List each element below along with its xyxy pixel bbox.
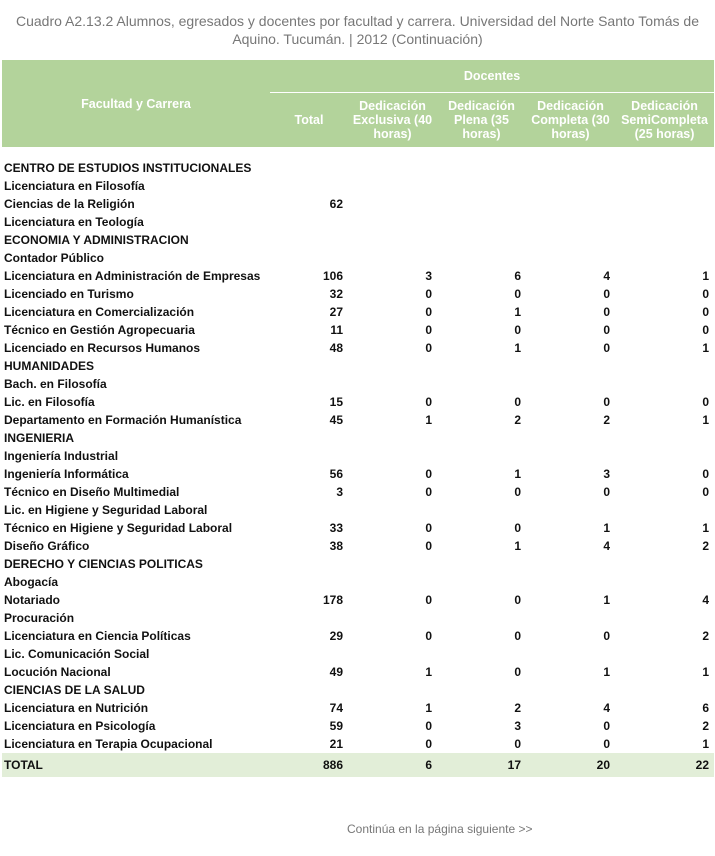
cell-completa [526, 681, 615, 699]
table-row [2, 663, 714, 681]
table-row [2, 465, 714, 483]
cell-plena: 1 [514, 467, 521, 481]
cell-total: 45 [329, 413, 343, 427]
cell-plena: 0 [514, 521, 521, 535]
cell-semi [615, 249, 714, 267]
cell-total: 48 [329, 341, 343, 355]
cell-total: 33 [329, 521, 343, 535]
cell-total [270, 213, 348, 231]
cell-total [270, 609, 348, 627]
cell-semi [615, 159, 714, 177]
cell-plena: 0 [514, 485, 521, 499]
row-label: Departamento en Formación Humanística [4, 413, 242, 427]
cell-exclusiva [348, 213, 437, 231]
cell-semi: 1 [702, 737, 710, 751]
table-row [2, 555, 714, 573]
cell-exclusiva: 0 [425, 467, 432, 481]
cell-semi: 1 [702, 665, 710, 679]
cell-plena [437, 159, 526, 177]
cell-completa: 1 [603, 521, 610, 535]
cell-exclusiva: 1 [425, 413, 432, 427]
row-label: Lic. Comunicación Social [4, 647, 150, 661]
cell-exclusiva [348, 357, 437, 375]
table-row [2, 321, 714, 339]
row-label: Locución Nacional [4, 665, 111, 679]
cell-completa: 0 [603, 737, 610, 751]
table-row [2, 393, 714, 411]
table-row [2, 735, 714, 753]
cell-semi: 1 [702, 521, 710, 535]
row-label: Ingeniería Informática [4, 467, 129, 481]
cell-semi [615, 213, 714, 231]
cell-completa: 0 [603, 287, 610, 301]
cell-plena [437, 645, 526, 663]
cell-exclusiva: 1 [425, 665, 432, 679]
cell-semi [615, 357, 714, 375]
cell-completa [526, 213, 615, 231]
cell-completa: 4 [603, 701, 610, 715]
total-total: 886 [270, 753, 348, 777]
cell-exclusiva [348, 231, 437, 249]
cell-completa: 2 [603, 413, 610, 427]
cell-exclusiva [348, 573, 437, 591]
table-row [2, 609, 714, 627]
table-row [2, 645, 714, 663]
table-row [2, 681, 714, 699]
table-row [2, 375, 714, 393]
cell-exclusiva: 0 [425, 539, 432, 553]
cell-exclusiva: 0 [425, 287, 432, 301]
cell-semi: 1 [702, 413, 710, 427]
row-label: Procuración [4, 611, 75, 625]
cell-total: 178 [322, 593, 343, 607]
total-exclusiva: 6 [348, 753, 437, 777]
table-row [2, 627, 714, 645]
cell-semi [615, 447, 714, 465]
total-completa: 20 [526, 753, 615, 777]
header-completa: Dedicación Completa (30 horas) [526, 93, 615, 148]
cell-exclusiva [348, 375, 437, 393]
row-label: Diseño Gráfico [4, 539, 90, 553]
row-label: Lic. en Filosofía [4, 395, 95, 409]
row-label: DERECHO Y CIENCIAS POLITICAS [4, 557, 203, 571]
cell-total: 21 [329, 737, 343, 751]
header-total: Total [270, 93, 348, 148]
row-label: ECONOMIA Y ADMINISTRACION [4, 233, 189, 247]
cell-plena [437, 429, 526, 447]
cell-completa: 1 [603, 665, 610, 679]
cell-plena [437, 249, 526, 267]
row-label: Técnico en Diseño Multimedial [4, 485, 180, 499]
row-label: Licenciatura en Psicología [4, 719, 156, 733]
header-facultad: Facultad y Carrera [2, 60, 270, 147]
table-row [2, 285, 714, 303]
total-plena: 17 [437, 753, 526, 777]
cell-exclusiva: 0 [425, 629, 432, 643]
cell-semi [615, 645, 714, 663]
row-label: CENTRO DE ESTUDIOS INSTITUCIONALES [4, 161, 252, 175]
cell-total [270, 573, 348, 591]
cell-completa: 3 [603, 467, 610, 481]
table-row [2, 213, 714, 231]
cell-completa: 0 [603, 305, 610, 319]
row-label: Notariado [4, 593, 61, 607]
cell-exclusiva: 0 [425, 395, 432, 409]
cell-plena [437, 195, 526, 213]
cell-total [270, 375, 348, 393]
cell-completa: 0 [603, 341, 610, 355]
cell-total [270, 231, 348, 249]
cell-completa [526, 249, 615, 267]
row-label: Licenciatura en Nutrición [4, 701, 149, 715]
cell-exclusiva [348, 501, 437, 519]
cell-plena [437, 231, 526, 249]
row-label: Licenciatura en Terapia Ocupacional [4, 737, 213, 751]
cell-semi [615, 501, 714, 519]
row-label: Licenciado en Turismo [4, 287, 134, 301]
cell-plena [437, 501, 526, 519]
cell-semi: 0 [702, 467, 710, 481]
cell-completa [526, 645, 615, 663]
cell-exclusiva [348, 177, 437, 195]
cell-semi [615, 555, 714, 573]
cell-completa: 4 [603, 539, 610, 553]
table-row [2, 537, 714, 555]
total-row [2, 753, 714, 777]
table-body [2, 147, 714, 753]
cell-semi: 1 [702, 269, 710, 283]
cell-plena: 0 [514, 323, 521, 337]
table-row [2, 249, 714, 267]
row-label: INGENIERIA [4, 431, 75, 445]
cell-semi [615, 573, 714, 591]
table-row [2, 195, 714, 213]
row-label: Bach. en Filosofía [4, 377, 107, 391]
cell-completa [526, 609, 615, 627]
cell-total [270, 555, 348, 573]
cell-total [270, 645, 348, 663]
cell-total: 56 [329, 467, 343, 481]
cell-semi [615, 195, 714, 213]
continue-link[interactable]: Continúa en la página siguiente >> [347, 822, 533, 836]
cell-plena [437, 357, 526, 375]
cell-semi [615, 231, 714, 249]
cell-exclusiva: 0 [425, 719, 432, 733]
cell-total: 15 [329, 395, 343, 409]
cell-semi [615, 429, 714, 447]
total-semi: 22 [615, 753, 714, 777]
table-row [2, 717, 714, 735]
row-label: Licenciado en Recursos Humanos [4, 341, 201, 355]
cell-total: 11 [330, 323, 343, 337]
row-label: CIENCIAS DE LA SALUD [4, 683, 145, 697]
table-caption: Cuadro A2.13.2 Alumnos, egresados y docentes por facultad y carrera. Universidad del Norte Santo Tomás de Aquino. Tucumán. | 2012 (Continuación) [15, 13, 700, 47]
row-label: Licenciatura en Comercialización [4, 305, 195, 319]
cell-exclusiva [348, 609, 437, 627]
cell-plena: 1 [514, 305, 521, 319]
header-docentes: Docentes [270, 60, 714, 93]
cell-completa: 0 [603, 629, 610, 643]
cell-semi: 0 [702, 485, 710, 499]
row-label: Licenciatura en Ciencia Políticas [4, 629, 191, 643]
cell-total: 59 [329, 719, 343, 733]
cell-exclusiva: 0 [425, 593, 432, 607]
row-label: Ciencias de la Religión [4, 197, 135, 211]
cell-total: 32 [329, 287, 343, 301]
cell-semi: 0 [702, 323, 710, 337]
row-label: Ingeniería Industrial [4, 449, 119, 463]
cell-total: 49 [329, 665, 343, 679]
table-row [2, 573, 714, 591]
cell-plena [437, 177, 526, 195]
cell-exclusiva [348, 645, 437, 663]
cell-completa [526, 159, 615, 177]
cell-completa: 0 [603, 485, 610, 499]
table-row [2, 339, 714, 357]
cell-total: 29 [329, 629, 343, 643]
cell-semi: 6 [702, 701, 710, 715]
table-row [2, 357, 714, 375]
cell-plena: 0 [514, 737, 521, 751]
row-label: Licenciatura en Administración de Empresas [4, 269, 261, 283]
cell-exclusiva: 3 [425, 269, 432, 283]
cell-completa [526, 555, 615, 573]
cell-semi [615, 177, 714, 195]
cell-plena [437, 681, 526, 699]
table-row [2, 447, 714, 465]
row-label: Licenciatura en Filosofía [4, 179, 145, 193]
cell-plena [437, 555, 526, 573]
cell-completa [526, 447, 615, 465]
cell-semi [615, 375, 714, 393]
cell-total [270, 447, 348, 465]
cell-total: 106 [322, 269, 343, 283]
cell-semi: 4 [702, 593, 710, 607]
cell-plena: 3 [514, 719, 521, 733]
table-row [2, 267, 714, 285]
cell-exclusiva [348, 195, 437, 213]
cell-semi [615, 681, 714, 699]
cell-plena: 6 [514, 269, 521, 283]
cell-completa: 0 [603, 395, 610, 409]
cell-completa [526, 501, 615, 519]
cell-plena: 0 [514, 593, 521, 607]
cell-plena [437, 573, 526, 591]
cell-exclusiva: 0 [425, 485, 432, 499]
cell-exclusiva: 0 [425, 737, 432, 751]
cell-semi: 2 [702, 629, 710, 643]
cell-semi: 1 [702, 341, 710, 355]
cell-plena: 1 [514, 539, 521, 553]
cell-completa [526, 375, 615, 393]
table-row [2, 519, 714, 537]
cell-total [270, 681, 348, 699]
cell-total [270, 501, 348, 519]
cell-exclusiva: 0 [425, 305, 432, 319]
row-label: Abogacía [4, 575, 59, 589]
cell-plena: 2 [514, 413, 521, 427]
cell-exclusiva: 0 [425, 521, 432, 535]
table-row [2, 699, 714, 717]
spacer-row [2, 147, 714, 159]
cell-plena [437, 447, 526, 465]
data-table [2, 60, 714, 777]
table-row [2, 501, 714, 519]
cell-completa [526, 573, 615, 591]
table-row [2, 177, 714, 195]
cell-exclusiva: 0 [425, 341, 432, 355]
cell-semi: 0 [702, 305, 710, 319]
cell-plena: 0 [514, 665, 521, 679]
cell-total: 74 [329, 701, 343, 715]
cell-completa [526, 357, 615, 375]
header-exclusiva: Dedicación Exclusiva (40 horas) [348, 93, 437, 148]
header-semi: Dedicación SemiCompleta (25 horas) [615, 93, 714, 148]
cell-total [270, 357, 348, 375]
cell-completa [526, 177, 615, 195]
cell-exclusiva: 0 [425, 323, 432, 337]
table-row [2, 591, 714, 609]
header-plena: Dedicación Plena (35 horas) [437, 93, 526, 148]
cell-plena: 1 [514, 341, 521, 355]
cell-exclusiva: 1 [425, 701, 432, 715]
cell-exclusiva [348, 429, 437, 447]
table-row [2, 303, 714, 321]
cell-completa [526, 231, 615, 249]
cell-semi: 0 [702, 287, 710, 301]
row-label: HUMANIDADES [4, 359, 94, 373]
cell-completa: 0 [603, 719, 610, 733]
cell-completa [526, 429, 615, 447]
table-row [2, 231, 714, 249]
cell-total [270, 159, 348, 177]
cell-plena [437, 213, 526, 231]
cell-exclusiva [348, 447, 437, 465]
cell-plena: 0 [514, 287, 521, 301]
cell-exclusiva [348, 159, 437, 177]
total-label: TOTAL [2, 753, 270, 777]
cell-plena [437, 609, 526, 627]
cell-exclusiva [348, 555, 437, 573]
cell-exclusiva [348, 681, 437, 699]
cell-semi: 2 [702, 539, 710, 553]
cell-total: 38 [329, 539, 343, 553]
cell-semi: 0 [702, 395, 710, 409]
row-label: Licenciatura en Teología [4, 215, 144, 229]
cell-plena: 0 [514, 395, 521, 409]
table-row [2, 159, 714, 177]
cell-total [270, 249, 348, 267]
table-row [2, 429, 714, 447]
table-row [2, 411, 714, 429]
cell-semi: 2 [702, 719, 710, 733]
cell-plena: 2 [514, 701, 521, 715]
row-label: Técnico en Higiene y Seguridad Laboral [4, 521, 233, 535]
cell-exclusiva [348, 249, 437, 267]
table-row [2, 483, 714, 501]
cell-total: 62 [329, 197, 343, 211]
row-label: Contador Público [4, 251, 104, 265]
cell-completa: 1 [603, 593, 610, 607]
cell-total [270, 177, 348, 195]
cell-total [270, 429, 348, 447]
cell-completa: 4 [603, 269, 610, 283]
row-label: Lic. en Higiene y Seguridad Laboral [4, 503, 208, 517]
cell-completa: 0 [603, 323, 610, 337]
cell-semi [615, 609, 714, 627]
cell-total: 27 [329, 305, 343, 319]
cell-total: 3 [336, 485, 343, 499]
cell-completa [526, 195, 615, 213]
cell-plena: 0 [514, 629, 521, 643]
row-label: Técnico en Gestión Agropecuaria [4, 323, 195, 337]
cell-plena [437, 375, 526, 393]
